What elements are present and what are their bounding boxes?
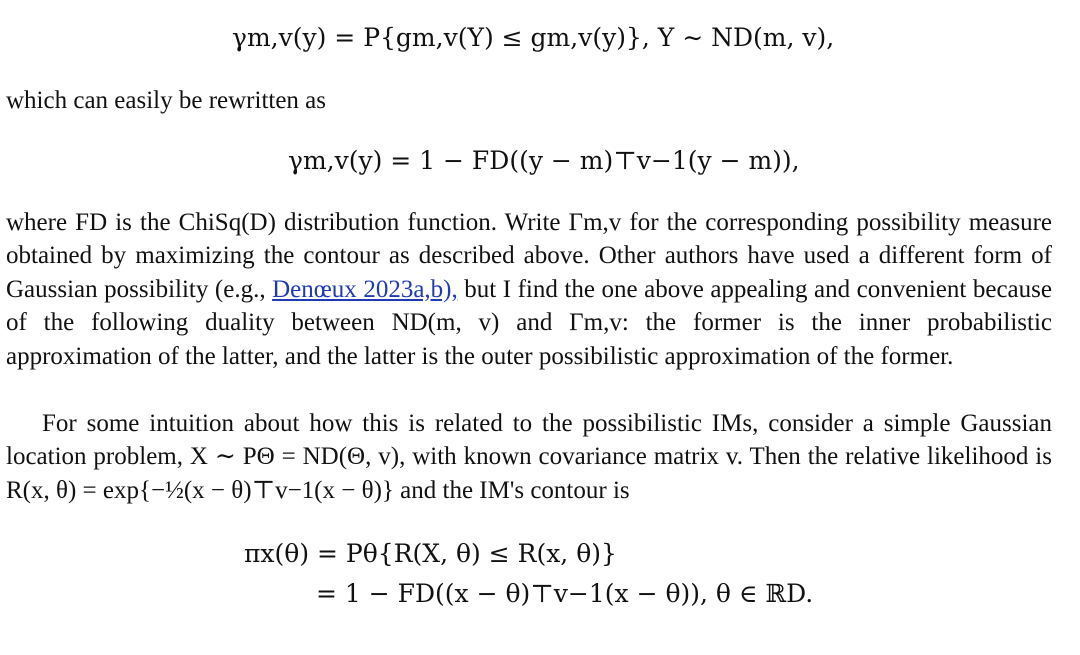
equation-chisq-form: γm,v(y) = 1 − FD((y − m)⊤v−1(y − m)), [288, 146, 800, 175]
paragraph-intuition [6, 407, 1052, 507]
citation-link-denoeux[interactable]: Denœux 2023a,b), [272, 275, 458, 303]
paragraph-intuition-text: For some intuition about how this is related to the possibilistic IMs, consider a simple Gaussian location problem, X ∼ PΘ = ND(Θ, v), with known covariance matrix v. Then the relative likelihood is R(x, θ) = exp{−½(x − θ)⊤v−1(x − θ)} and the IM's contour is [6, 410, 1052, 504]
paragraph-duality-text-end: but I find the one above appealing and convenient because of the following duality between ND(m, v) and Γm,v: the former is the inner probabilistic approximation of the latter, and the latter is the outer possibilistic approximation of the former. [6, 275, 1052, 370]
equation-gaussian-contour: γm,v(y) = P{gm,v(Y) ≤ gm,v(y)}, Y ∼ ND(m, v), [232, 23, 835, 52]
paragraph-duality-text-start: where FD is the ChiSq(D) distribution function. Write Γm,v for the corresponding possibility measure obtained by maximizing the contour as described above. Other authors have used a different form of Gaussian possibility (e.g., [6, 209, 1052, 303]
equation-im-contour-line-2: = 1 − FD((x − θ)⊤v−1(x − θ)), θ ∈ ℝD. [316, 579, 814, 608]
equation-im-contour-line-1: πx(θ) = Pθ{R(X, θ) ≤ R(x, θ)} [244, 539, 617, 568]
text-line-rewritten: which can easily be rewritten as [6, 87, 327, 114]
paragraph-duality [6, 206, 1052, 373]
